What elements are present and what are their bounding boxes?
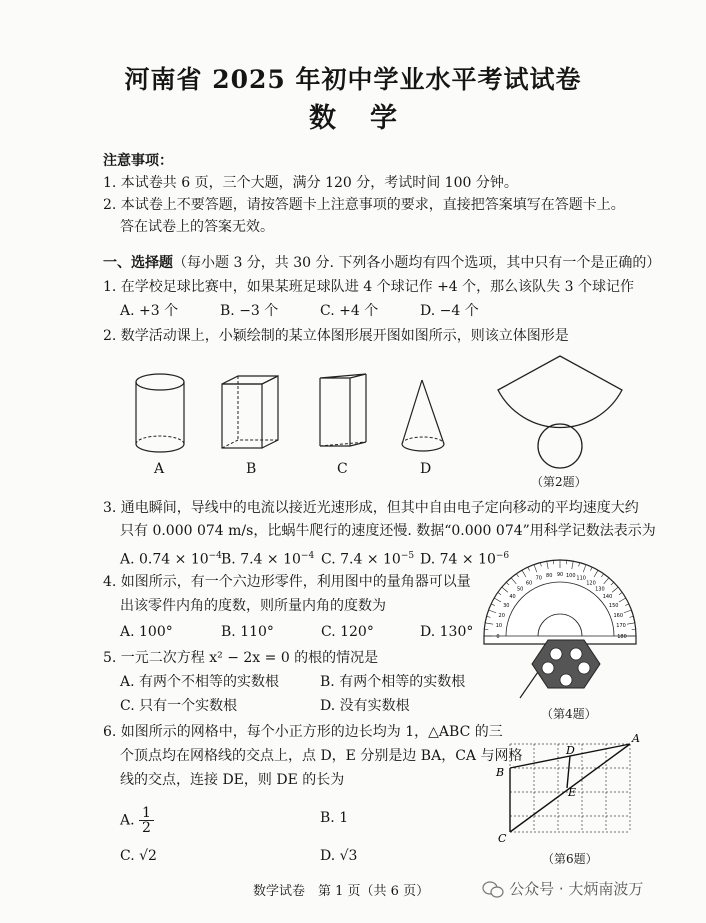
q4-stem-1: 4. 如图所示，有一个六边形零件，利用图中的量角器可以量: [103, 574, 471, 590]
q6-grid-figure: [494, 732, 644, 844]
q1-option-c: C. +4 个: [320, 303, 379, 319]
protractor-number: 110: [576, 575, 586, 582]
protractor-number: 10: [495, 623, 503, 630]
q6-point-a: A: [632, 732, 640, 745]
protractor-number: 180: [617, 634, 627, 640]
q6-option-d: D. √3: [320, 848, 358, 864]
q6-option-b: B. 1: [320, 810, 349, 826]
q6-stem-3: 线的交点，连接 DE，则 DE 的长为: [120, 772, 345, 788]
q3-option-a: A. $0.74 \times 10^{-4}$: [120, 551, 222, 568]
q5-stem: 5. 一元二次方程 x² − 2x = 0 的根的情况是: [103, 650, 379, 666]
watermark: [482, 878, 643, 899]
note-item-2: 2. 本试卷上不要答题，请按答题卡上注意事项的要求，直接把答案填写在答题卡上。: [103, 197, 625, 213]
q1-option-a: A. +3 个: [120, 303, 179, 319]
protractor-number: 80: [546, 572, 553, 579]
protractor-number: 0: [496, 634, 500, 640]
q5-option-b: B. 有两个相等的实数根: [320, 674, 466, 690]
q4-option-a: A. 100°: [120, 624, 173, 640]
protractor-number: 20: [498, 612, 505, 619]
protractor-number: 100: [565, 572, 576, 579]
q5-option-a: A. 有两个不相等的实数根: [120, 674, 280, 690]
q4-stem-2: 出该零件内角的度数，则所量内角的度数为: [120, 598, 386, 614]
wechat-icon: [482, 881, 504, 899]
protractor-number: 30: [503, 603, 510, 609]
q3-option-b: B. $7.4 \times 10^{-4}$: [221, 551, 315, 568]
q2-option-b-cuboid: [218, 372, 288, 462]
protractor-number: 150: [608, 603, 619, 609]
section-title: 一、选择题: [103, 255, 173, 271]
q2-net-figure: [492, 350, 632, 470]
q2-option-d-cone: [398, 378, 458, 458]
q2-stem: 2. 数学活动课上，小颖绘制的某立体图形展开图如图所示，则该立体图形是: [103, 328, 569, 344]
notes-heading: 注意事项：: [103, 153, 173, 169]
protractor-number: 70: [535, 575, 542, 582]
protractor-number: 90: [556, 572, 564, 578]
exam-title: 河南省 2025 年初中学业水平考试试卷: [124, 65, 582, 94]
note-item-1: 1. 本试卷共 6 页，三个大题，满分 120 分，考试时间 100 分钟。: [103, 175, 518, 191]
q3-option-c: C. $7.4 \times 10^{-5}$: [321, 551, 415, 568]
q2-label-b: B: [246, 461, 257, 477]
page-footer: 数学试卷 第 1 页（共 6 页）: [253, 884, 430, 899]
q2-label-c: C: [337, 461, 348, 477]
watermark-text: 公众号 · 大炳南波万: [509, 880, 644, 898]
protractor-number: 40: [509, 594, 516, 601]
q4-protractor-figure: [476, 558, 646, 708]
protractor-number: 60: [525, 580, 533, 587]
q6-point-c: C: [498, 832, 507, 845]
q2-label-d: D: [420, 461, 432, 477]
q2-option-a-cylinder: [132, 372, 192, 462]
q4-caption: （第4题）: [541, 707, 597, 721]
q6-caption: （第6题）: [542, 852, 598, 866]
q6-option-c: C. √2: [120, 848, 157, 864]
q6-point-d: D: [566, 744, 575, 757]
q2-option-c-prism: [316, 372, 376, 462]
q6-stem-2: 个顶点均在网格线的交点上，点 D，E 分别是边 BA，CA 与网格: [120, 748, 523, 764]
protractor-number: 120: [586, 580, 596, 587]
q6-option-a-fraction: $\frac{1}{2}$: [139, 806, 154, 835]
q5-option-c: C. 只有一个实数根: [120, 698, 238, 714]
q3-option-d: D. $74 \times 10^{-6}$: [420, 551, 510, 568]
q3-stem-2: 只有 0.000 074 m/s，比蜗牛爬行的速度还慢. 数据“0.000 074”用科学记数法表示为: [120, 523, 656, 539]
note-item-2-cont: 答在试卷上的答案无效。: [120, 219, 274, 235]
protractor-number: 160: [613, 612, 624, 619]
protractor-number: 140: [602, 594, 613, 601]
q4-option-b: B. 110°: [221, 624, 274, 640]
q1-option-b: B. −3 个: [220, 303, 279, 319]
exam-subject: 数学: [309, 103, 431, 134]
q2-caption: （第2题）: [531, 475, 587, 489]
q1-stem: 1. 在学校足球比赛中，如果某班足球队进 4 个球记作 +4 个，那么该队失 3 个球记作: [103, 279, 634, 295]
q6-option-a: A. $\frac{1}{2}$: [120, 806, 154, 835]
q1-option-d: D. −4 个: [420, 303, 479, 319]
protractor-number: 170: [616, 623, 626, 630]
section-instruction: （每小题 3 分，共 30 分. 下列各小题均有四个选项，其中只有一个是正确的）: [173, 255, 661, 271]
q2-label-a: A: [154, 461, 165, 477]
q4-option-d: D. 130°: [420, 624, 474, 640]
q6-stem-1: 6. 如图所示的网格中，每个小正方形的边长均为 1，△ABC 的三: [103, 724, 503, 740]
q4-option-c: C. 120°: [321, 624, 374, 640]
protractor-number: 50: [516, 586, 524, 593]
q5-option-d: D. 没有实数根: [320, 698, 410, 714]
q6-point-b: B: [496, 766, 505, 779]
q3-stem-1: 3. 通电瞬间，导线中的电流以接近光速形成，但其中自由电子定向移动的平均速度大约: [103, 500, 639, 516]
section-heading: [103, 253, 660, 273]
protractor-number: 130: [595, 586, 605, 593]
q6-point-e: E: [568, 786, 577, 799]
